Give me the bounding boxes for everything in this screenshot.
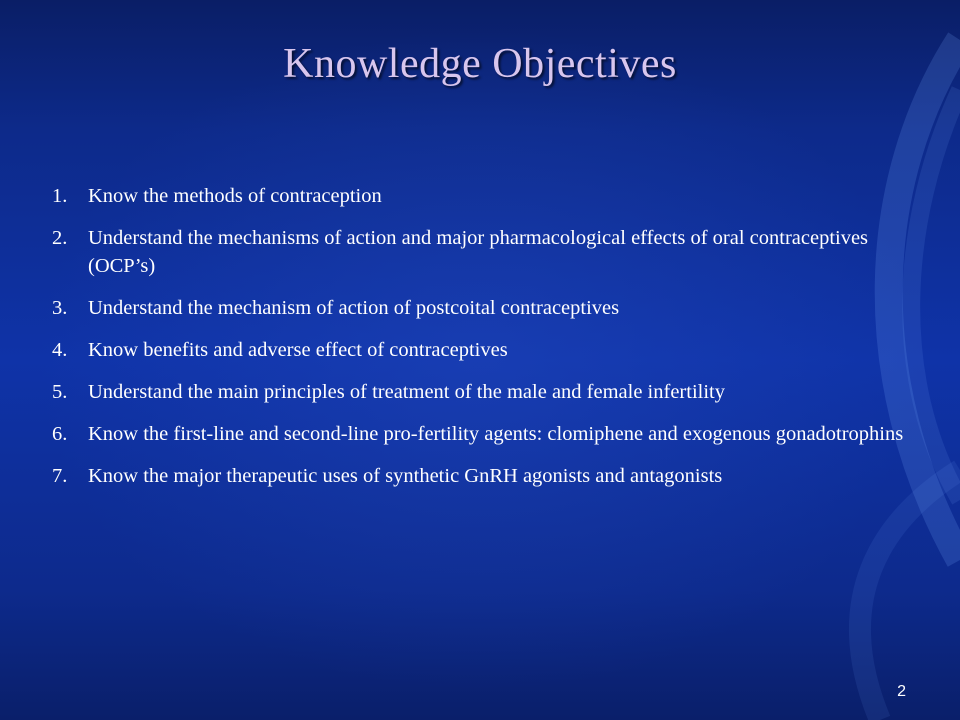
item-text: Know the major therapeutic uses of synthetic GnRH agonists and antagonists — [88, 465, 723, 487]
item-number: 3. — [52, 297, 68, 319]
slide-title: Knowledge Objectives — [283, 41, 677, 87]
item-number: 5. — [52, 381, 68, 403]
item-number: 4. — [52, 339, 68, 361]
list-item — [52, 294, 912, 322]
item-text: Understand the main principles of treatment of the male and female infertility — [88, 381, 725, 403]
list-item — [52, 336, 912, 364]
list-item — [52, 224, 912, 280]
list-item — [52, 462, 912, 490]
list-item — [52, 378, 912, 406]
item-text: Understand the mechanisms of action and major pharmacological effects of oral contraceptives (OCP’s) — [88, 227, 869, 277]
item-number: 1. — [52, 185, 68, 207]
item-text: Understand the mechanism of action of postcoital contraceptives — [88, 297, 620, 319]
item-number: 7. — [52, 465, 68, 487]
list-item — [52, 420, 912, 448]
item-number: 6. — [52, 423, 68, 445]
objectives-list — [52, 182, 912, 504]
list-item — [52, 182, 912, 210]
item-text: Know benefits and adverse effect of contraceptives — [88, 339, 508, 361]
item-text: Know the first-line and second-line pro-fertility agents: clomiphene and exogenous gonadotrophins — [88, 423, 904, 445]
page-number: 2 — [897, 683, 906, 700]
item-number: 2. — [52, 227, 68, 249]
item-text: Know the methods of contraception — [88, 185, 382, 207]
